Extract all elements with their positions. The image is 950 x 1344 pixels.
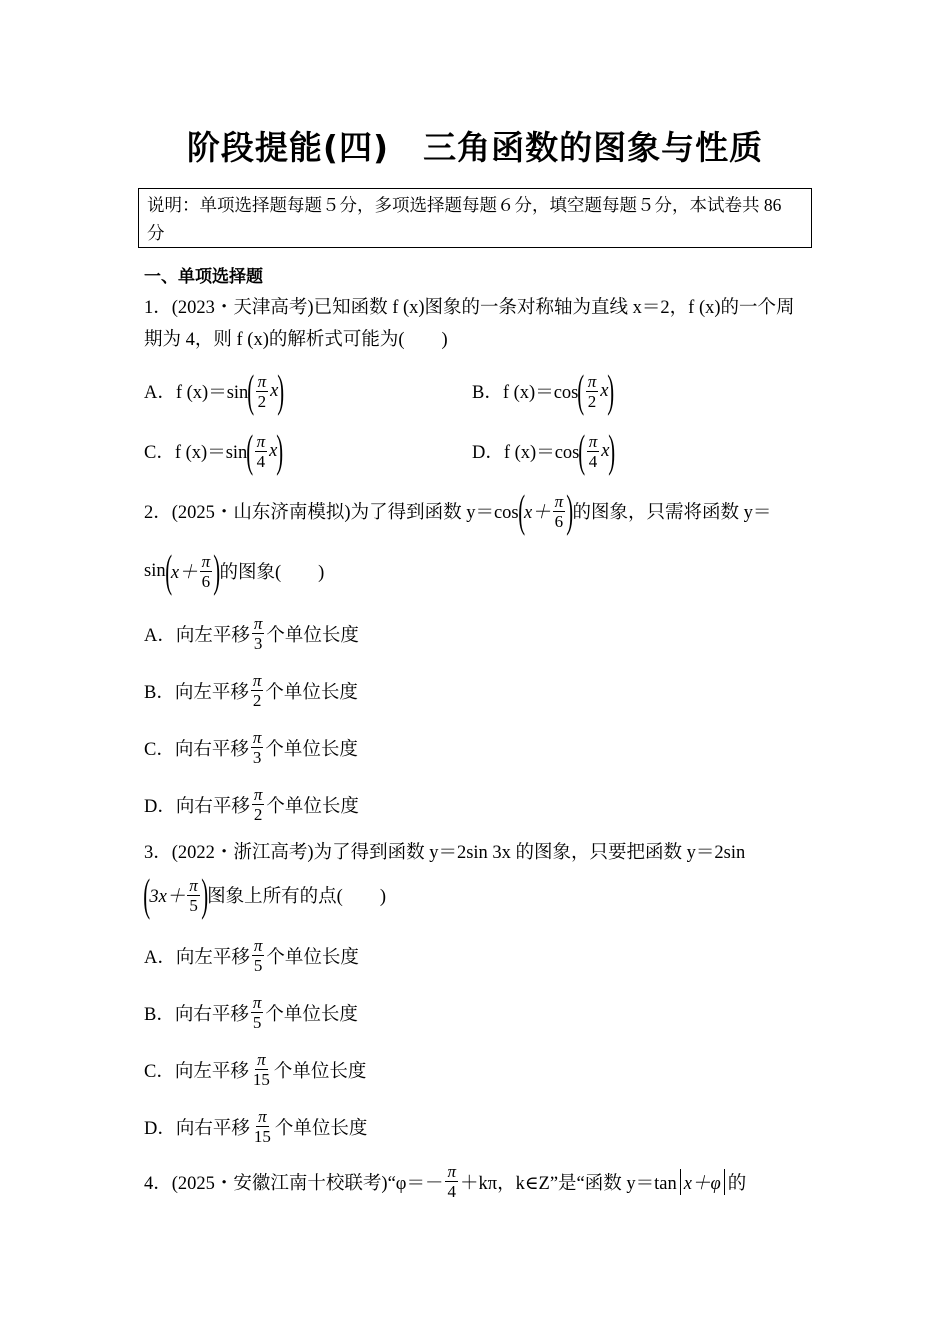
fraction: $\frac{\pi}{4}$ — [256, 431, 266, 471]
q3-option-d[interactable]: D．向右平移 $\frac{\pi}{15}$ 个单位长度 — [144, 1107, 368, 1146]
q1-option-c-label: C．f (x)＝sin — [144, 443, 248, 463]
q1-option-b[interactable]: B．f (x)＝cos ( $\frac{\pi}{2}$ x ) — [472, 365, 615, 416]
fraction: $\frac{\pi}{4}$ — [447, 1162, 456, 1201]
fraction: $\frac{\pi}{15}$ — [253, 1107, 271, 1146]
q1-option-d-label: D．f (x)＝cos — [472, 443, 580, 463]
q2-option-d[interactable]: D．向右平移 $\frac{\pi}{2}$ 个单位长度 — [144, 785, 359, 824]
question-2-line-2: sin ( x＋ $\frac{\pi}{6}$ ) 的图象( ) — [144, 545, 325, 596]
q1-option-a-label: A．f (x)＝sin — [144, 383, 249, 403]
page-title: 阶段提能(四) 三角函数的图象与性质 — [186, 128, 764, 167]
fraction: $\frac{\pi}{3}$ — [252, 728, 262, 767]
q3-option-c[interactable]: C．向左平移 $\frac{\pi}{15}$ 个单位长度 — [144, 1050, 367, 1089]
fraction: $\frac{\pi}{6}$ — [554, 491, 564, 531]
q2-option-c[interactable]: C．向右平移 $\frac{\pi}{3}$ 个单位长度 — [144, 728, 358, 767]
question-4-stem: 4．(2025・安徽江南十校联考)“φ＝－ $\frac{\pi}{4}$ ＋kπ，k∈Z”是“函数 y＝tan x＋φ 的 — [144, 1162, 747, 1201]
question-2-line-1: 2．(2025・山东济南模拟)为了得到函数 y＝cos ( x＋ $\frac{\pi}{6}$ ) 的图象，只需将函数 y＝ — [144, 485, 772, 536]
section-heading: 一、单项选择题 — [144, 267, 263, 287]
q1-option-a[interactable]: A．f (x)＝sin ( $\frac{\pi}{2}$ x ) — [144, 365, 285, 416]
q3-option-b[interactable]: B．向右平移 $\frac{\pi}{5}$ 个单位长度 — [144, 993, 358, 1032]
fraction: $\frac{\pi}{5}$ — [253, 936, 263, 975]
question-3-line-1: 3．(2022・浙江高考)为了得到函数 y＝2sin 3x 的图象，只要把函数 y＝2sin — [144, 843, 746, 863]
fraction: $\frac{\pi}{3}$ — [253, 614, 263, 653]
question-3-line-2: ( 3x＋ $\frac{\pi}{5}$ ) 图象上所有的点( ) — [143, 869, 386, 920]
question-1-stem: 1．(2023・天津高考)已知函数 f (x)图象的一条对称轴为直线 x＝2，f (x)的一个周期为 4，则 f (x)的解析式可能为( ) — [144, 298, 795, 350]
q1-option-b-label: B．f (x)＝cos — [472, 383, 579, 403]
fraction: $\frac{\pi}{5}$ — [189, 875, 198, 915]
fraction: $\frac{\pi}{15}$ — [252, 1050, 270, 1089]
q3-option-a[interactable]: A．向左平移 $\frac{\pi}{5}$ 个单位长度 — [144, 936, 359, 975]
instructions-box: 说明：单项选择题每题５分，多项选择题每题６分，填空题每题５分，本试卷共 86 分 — [138, 188, 812, 248]
fraction: $\frac{\pi}{5}$ — [252, 993, 262, 1032]
fraction: $\frac{\pi}{4}$ — [588, 431, 598, 471]
fraction: $\frac{\pi}{2}$ — [252, 671, 262, 710]
q2-option-a[interactable]: A．向左平移 $\frac{\pi}{3}$ 个单位长度 — [144, 614, 359, 653]
fraction: $\frac{\pi}{2}$ — [253, 785, 263, 824]
fraction: $\frac{\pi}{6}$ — [201, 551, 211, 591]
q1-option-d[interactable]: D．f (x)＝cos ( $\frac{\pi}{4}$ x ) — [472, 425, 616, 476]
q2-option-b[interactable]: B．向左平移 $\frac{\pi}{2}$ 个单位长度 — [144, 671, 358, 710]
fraction: $\frac{\pi}{2}$ — [257, 371, 267, 411]
q1-option-c[interactable]: C．f (x)＝sin ( $\frac{\pi}{4}$ x ) — [144, 425, 284, 476]
fraction: $\frac{\pi}{2}$ — [587, 371, 597, 411]
